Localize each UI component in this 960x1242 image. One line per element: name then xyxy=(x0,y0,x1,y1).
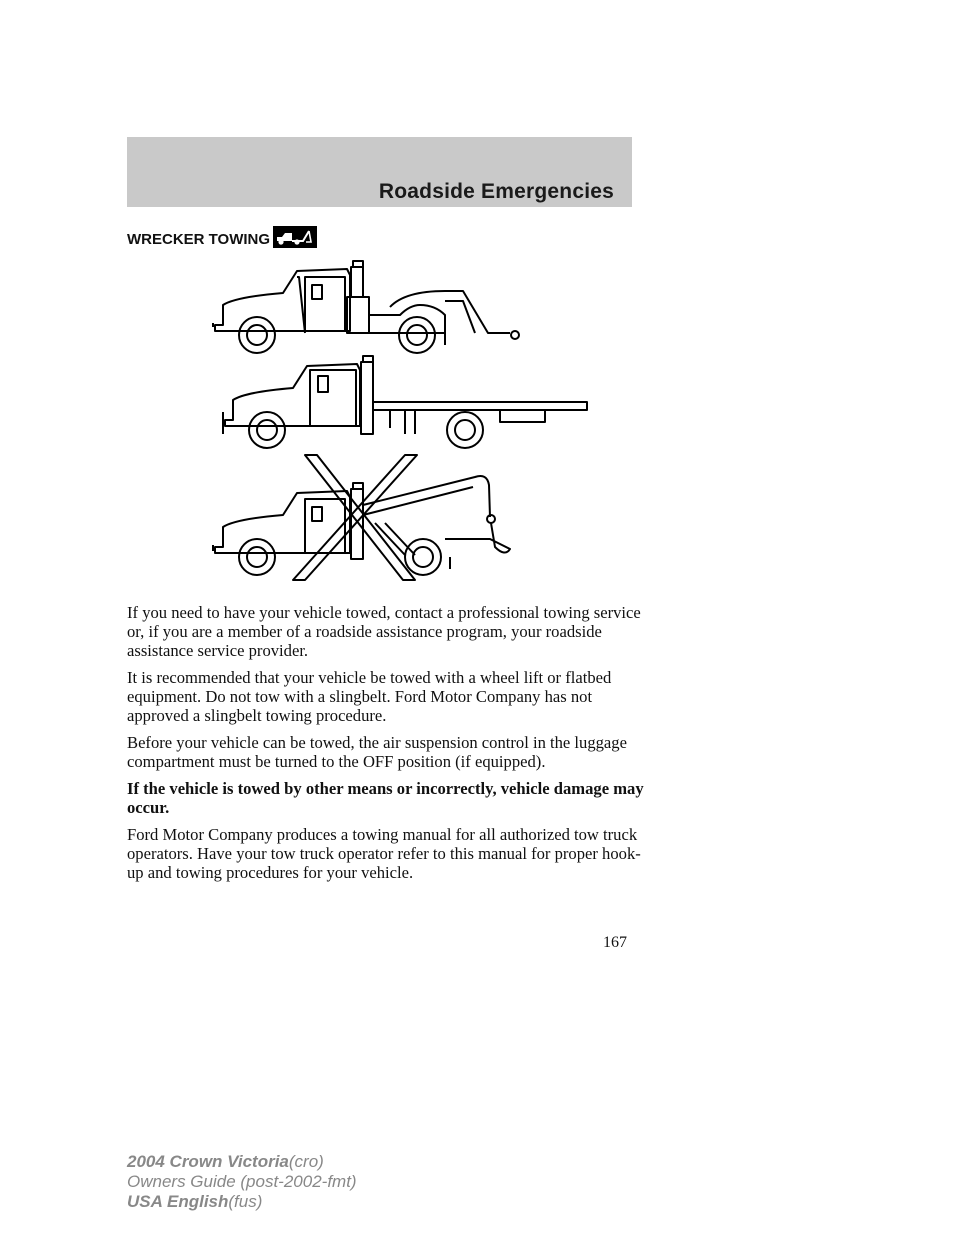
paragraph-recommended-equipment: It is recommended that your vehicle be towed with a wheel lift or flatbed equipment. Do not tow with a slingbelt. Ford Motor Company has not approved a slingbelt towing procedure. xyxy=(127,668,612,725)
section-heading-text: WRECKER TOWING xyxy=(127,230,271,248)
section-title: Roadside Emergencies xyxy=(378,180,614,203)
body-text xyxy=(127,603,647,890)
footer-line-1 xyxy=(127,1152,357,1172)
paragraph-damage-warning: If the vehicle is towed by other means or incorrectly, vehicle damage may occur. xyxy=(127,779,644,817)
flatbed-truck xyxy=(223,356,587,448)
footer-language-code: (fus) xyxy=(228,1192,263,1211)
tow-truck-illustration xyxy=(205,255,605,600)
paragraph-contact-towing: If you need to have your vehicle towed, contact a professional towing service or, if you are a member of a roadside assistance program, your roadside assistance service provider. xyxy=(127,603,641,660)
wheel-lift-truck xyxy=(213,261,519,353)
page-number: 167 xyxy=(603,934,627,951)
footer-model: 2004 Crown Victoria xyxy=(127,1152,289,1171)
section-heading xyxy=(127,226,317,252)
footer-model-code: (cro) xyxy=(288,1152,324,1171)
footer xyxy=(127,1152,357,1212)
tow-truck-icon xyxy=(273,226,317,252)
footer-line-2: Owners Guide (post-2002-fmt) xyxy=(127,1172,357,1191)
paragraph-air-suspension: Before your vehicle can be towed, the air suspension control in the luggage compartment must be turned to the OFF position (if equipped). xyxy=(127,733,627,771)
header-band xyxy=(127,137,632,207)
paragraph-towing-manual: Ford Motor Company produces a towing manual for all authorized tow truck operators. Have your tow truck operator refer to this manual for proper hook-up and towing procedures for your vehicle. xyxy=(127,825,641,882)
footer-line-3 xyxy=(127,1192,357,1212)
footer-language: USA English xyxy=(127,1192,229,1211)
